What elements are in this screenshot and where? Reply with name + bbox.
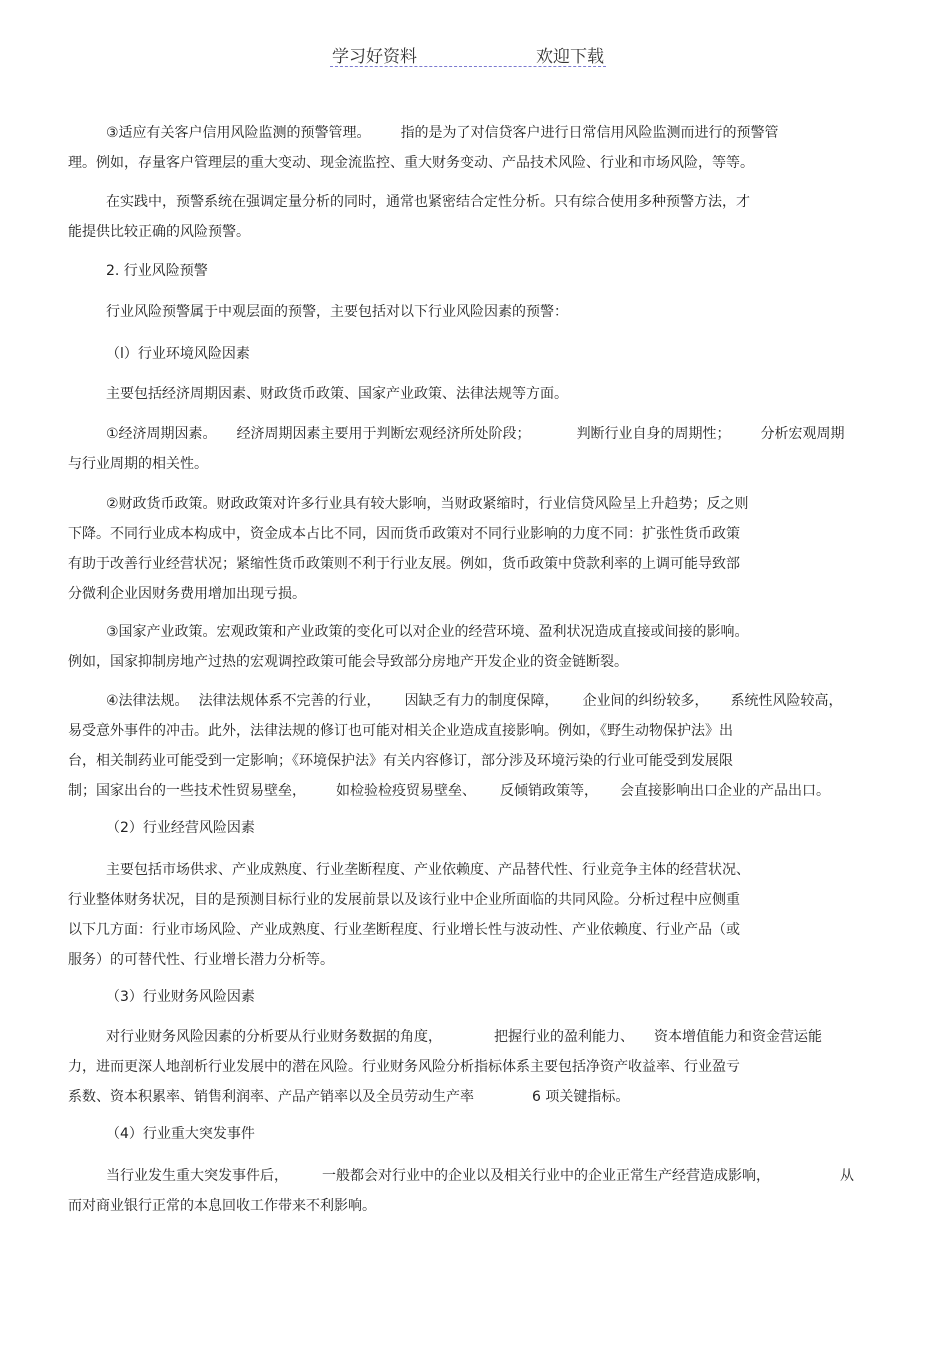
text-line: 6 项关键指标。 — [532, 1089, 630, 1105]
text-line: 而对商业银行正常的本息回收工作带来不利影响。 — [68, 1198, 376, 1214]
text-line: ①经济周期因素。 — [106, 426, 217, 442]
subsection-heading — [68, 813, 868, 843]
heading-industry-risk-warning: 2. 行业风险预警 — [106, 263, 208, 279]
heading-operating-risk: （2）行业经营风险因素 — [106, 820, 255, 836]
text-line: 分析宏观周期 — [760, 426, 845, 442]
text-line: 与行业周期的相关性。 — [68, 456, 208, 472]
text-line: 当行业发生重大突发事件后， — [106, 1168, 288, 1184]
text-line: 反倾销政策等， — [500, 783, 598, 799]
text-line: ④法律法规。 — [106, 693, 189, 709]
text-line: 资本增值能力和资金营运能 — [654, 1029, 822, 1045]
paragraph-environment-scope — [68, 379, 868, 409]
paragraph-financial-risk — [68, 1022, 868, 1112]
text-line: 分微利企业因财务费用增加出现亏损。 — [68, 586, 306, 602]
text-line: 判断行业自身的周期性； — [576, 426, 731, 442]
text-line: 服务）的可替代性、行业增长潜力分析等。 — [68, 952, 334, 968]
text-line: 例如，国家抑制房地产过热的宏观调控政策可能会导致部分房地产开发企业的资金链断裂。 — [68, 654, 628, 670]
text-line: 能提供比较正确的风险预警。 — [68, 224, 250, 240]
page-header — [330, 40, 606, 67]
text-line: 主要包括市场供求、产业成熟度、行业垄断程度、产业依赖度、产品替代性、行业竞争主体的经营状况、 — [106, 862, 750, 878]
subsection-heading — [68, 339, 868, 369]
text-line: 如检验检疫贸易壁垒、 — [336, 783, 476, 799]
text-line: 对行业财务风险因素的分析要从行业财务数据的角度， — [106, 1029, 442, 1045]
text-line: ③国家产业政策。宏观政策和产业政策的变化可以对企业的经营环境、盈利状况造成直接或间接的影响。 — [106, 624, 749, 640]
text-line: ②财政货币政策。财政政策对许多行业具有较大影响，当财政紧缩时，行业信贷风险呈上升趋势；反之则 — [106, 496, 749, 512]
text-line: 在实践中，预警系统在强调定量分析的同时，通常也紧密结合定性分析。只有综合使用多种预警方法，才 — [106, 194, 750, 210]
subsection-heading — [68, 982, 868, 1012]
heading-financial-risk: （3）行业财务风险因素 — [106, 989, 255, 1005]
text-line: 行业整体财务状况，目的是预测目标行业的发展前景以及该行业中企业所面临的共同风险。分析过程中应侧重 — [68, 892, 740, 908]
section-heading — [68, 256, 868, 286]
paragraph-industrial-policy — [68, 617, 868, 677]
paragraph-economic-cycle — [68, 419, 868, 479]
text-line: 下降。不同行业成本构成中，资金成本占比不同，因而货币政策对不同行业影响的力度不同：扩张性货币政策 — [68, 526, 740, 542]
text-line: 易受意外事件的冲击。此外，法律法规的修订也可能对相关企业造成直接影响。例如，《野生动物保护法》出 — [68, 723, 733, 739]
text-line: 从 — [840, 1168, 854, 1184]
paragraph-laws-regulations — [68, 686, 868, 806]
text-line: 系统性风险较高， — [730, 693, 843, 709]
text-line: 主要包括经济周期因素、财政货币政策、国家产业政策、法律法规等方面。 — [106, 386, 568, 402]
heading-major-emergency: （4）行业重大突发事件 — [106, 1126, 255, 1142]
text-line: 理。例如，存量客户管理层的重大变动、现金流监控、重大财务变动、产品技术风险、行业和市场风险，等等。 — [68, 155, 754, 171]
text-line: 企业间的纠纷较多， — [582, 693, 709, 709]
paragraph-practice — [68, 187, 868, 247]
text-line: 因缺乏有力的制度保障， — [404, 693, 559, 709]
header-right-text: 欢迎下载 — [536, 47, 604, 67]
text-line: 指的是为了对信贷客户进行日常信用风险监测而进行的预警管 — [400, 125, 779, 141]
paragraph-operating-risk — [68, 855, 868, 975]
text-line: 一般都会对行业中的企业以及相关行业中的企业正常生产经营造成影响， — [322, 1168, 770, 1184]
text-line: 台，相关制药业可能受到一定影响；《环境保护法》有关内容修订，部分涉及环境污染的行业可能受到发展限 — [68, 753, 733, 769]
paragraph-early-warning-management — [68, 118, 868, 178]
text-line: 会直接影响出口企业的产品出口。 — [620, 783, 830, 799]
paragraph-industry-intro — [68, 297, 868, 327]
text-line: 以下几方面：行业市场风险、产业成熟度、行业垄断程度、行业增长性与波动性、产业依赖度、行业产品（或 — [68, 922, 740, 938]
text-line: 力，进而更深人地剖析行业发展中的潜在风险。行业财务风险分析指标体系主要包括净资产收益率、行业盈亏 — [68, 1059, 740, 1075]
text-line: 经济周期因素主要用于判断宏观经济所处阶段； — [236, 426, 531, 442]
text-line: 制；国家出台的一些技术性贸易壁垒， — [68, 783, 306, 799]
text-line: 法律法规体系不完善的行业， — [198, 693, 381, 709]
heading-environment-risk: （l）行业环境风险因素 — [106, 346, 250, 362]
text-line: 行业风险预警属于中观层面的预警，主要包括对以下行业风险因素的预警： — [106, 304, 568, 320]
text-line: ③适应有关客户信用风险监测的预警管理。 — [106, 125, 371, 141]
text-line: 有助于改善行业经营状况；紧缩性货币政策则不利于行业友展。例如，货币政策中贷款利率的上调可能导致部 — [68, 556, 740, 572]
subsection-heading — [68, 1119, 868, 1149]
paragraph-major-emergency — [68, 1161, 868, 1221]
paragraph-fiscal-monetary — [68, 489, 868, 609]
header-left-text: 学习好资料 — [332, 47, 417, 67]
text-line: 把握行业的盈利能力、 — [494, 1029, 634, 1045]
text-line: 系数、资本积累率、销售利润率、产品产销率以及全员劳动生产率 — [68, 1089, 474, 1105]
